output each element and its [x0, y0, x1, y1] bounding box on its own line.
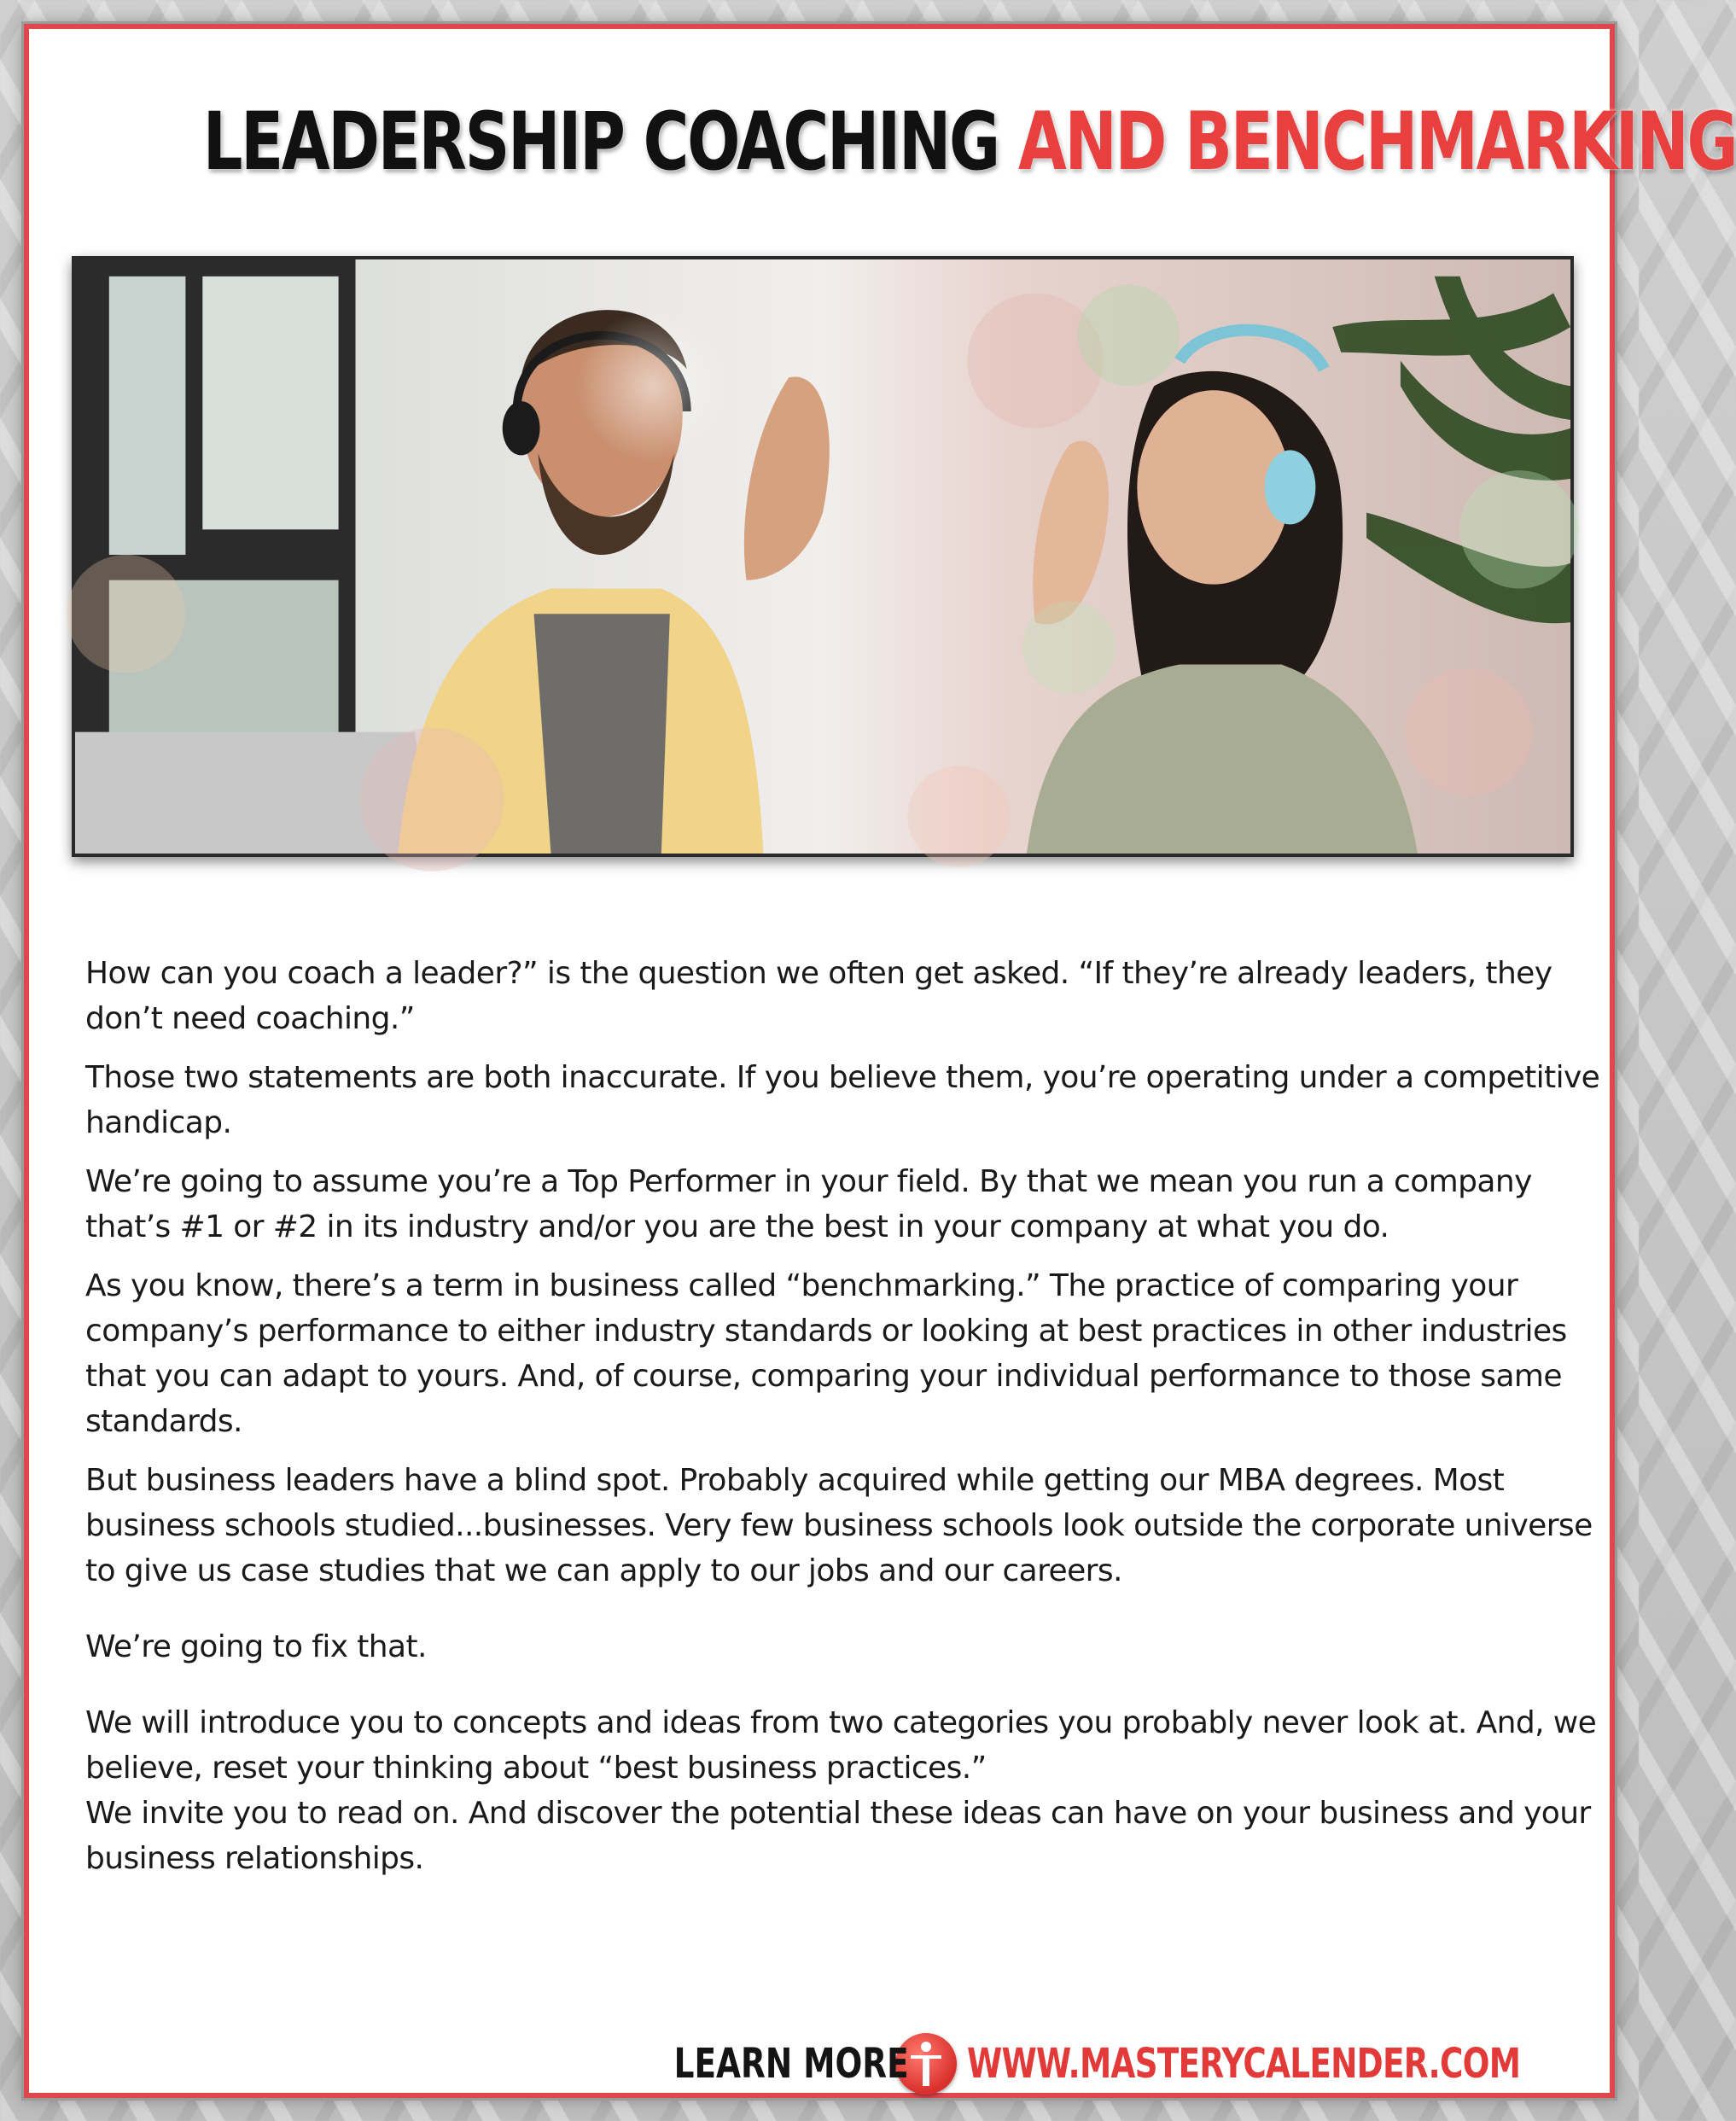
title-part-black: LEADERSHIP COACHING	[202, 96, 999, 189]
footer-cta[interactable]	[608, 2033, 1574, 2095]
paragraph: We will introduce you to concepts and ideas from two categories you probably never look at. And, we believe, reset your thinking about “best business practices.”	[85, 1705, 1597, 1786]
photo-two-people-high-five-icon	[75, 259, 1570, 854]
paragraph: As you know, there’s a term in business called “benchmarking.” The practice of comparing your company’s performance to either industry standards or looking at best practices in other industries that you can adapt to yours. And, of course, comparing your individual performance to those same standards.	[85, 1268, 1567, 1439]
paragraph: We’re going to assume you’re a Top Performer in your field. By that we mean you run a company that’s #1 or #2 in its industry and/or you are the best in your company at what you do.	[85, 1164, 1532, 1244]
page-frame	[24, 24, 1736, 2098]
page-title	[202, 96, 1736, 189]
article-body	[85, 951, 1622, 1895]
title-part-red: AND BENCHMARKING	[1018, 96, 1736, 189]
hero-photo	[72, 256, 1574, 857]
website-link[interactable]: WWW.MASTERYCALENDER.COM	[967, 2040, 1521, 2088]
paragraph: How can you coach a leader?” is the question we often get asked. “If they’re already leaders, they don’t need coaching.”	[85, 956, 1552, 1036]
paragraph: Those two statements are both inaccurate. If you believe them, you’re operating under a competitive handicap.	[85, 1060, 1600, 1140]
paragraph: But business leaders have a blind spot. Probably acquired while getting our MBA degrees. Most business schools studied...businesses. Very few business schools look outside the corporate universe to give us case studies that we can apply to our jobs and our careers.	[85, 1463, 1593, 1588]
paragraph: We invite you to read on. And discover the potential these ideas can have on your business and your business relationships.	[85, 1796, 1591, 1876]
learn-more-label[interactable]: LEARN MORE	[673, 2040, 909, 2088]
paragraph: We’re going to fix that.	[85, 1629, 427, 1664]
